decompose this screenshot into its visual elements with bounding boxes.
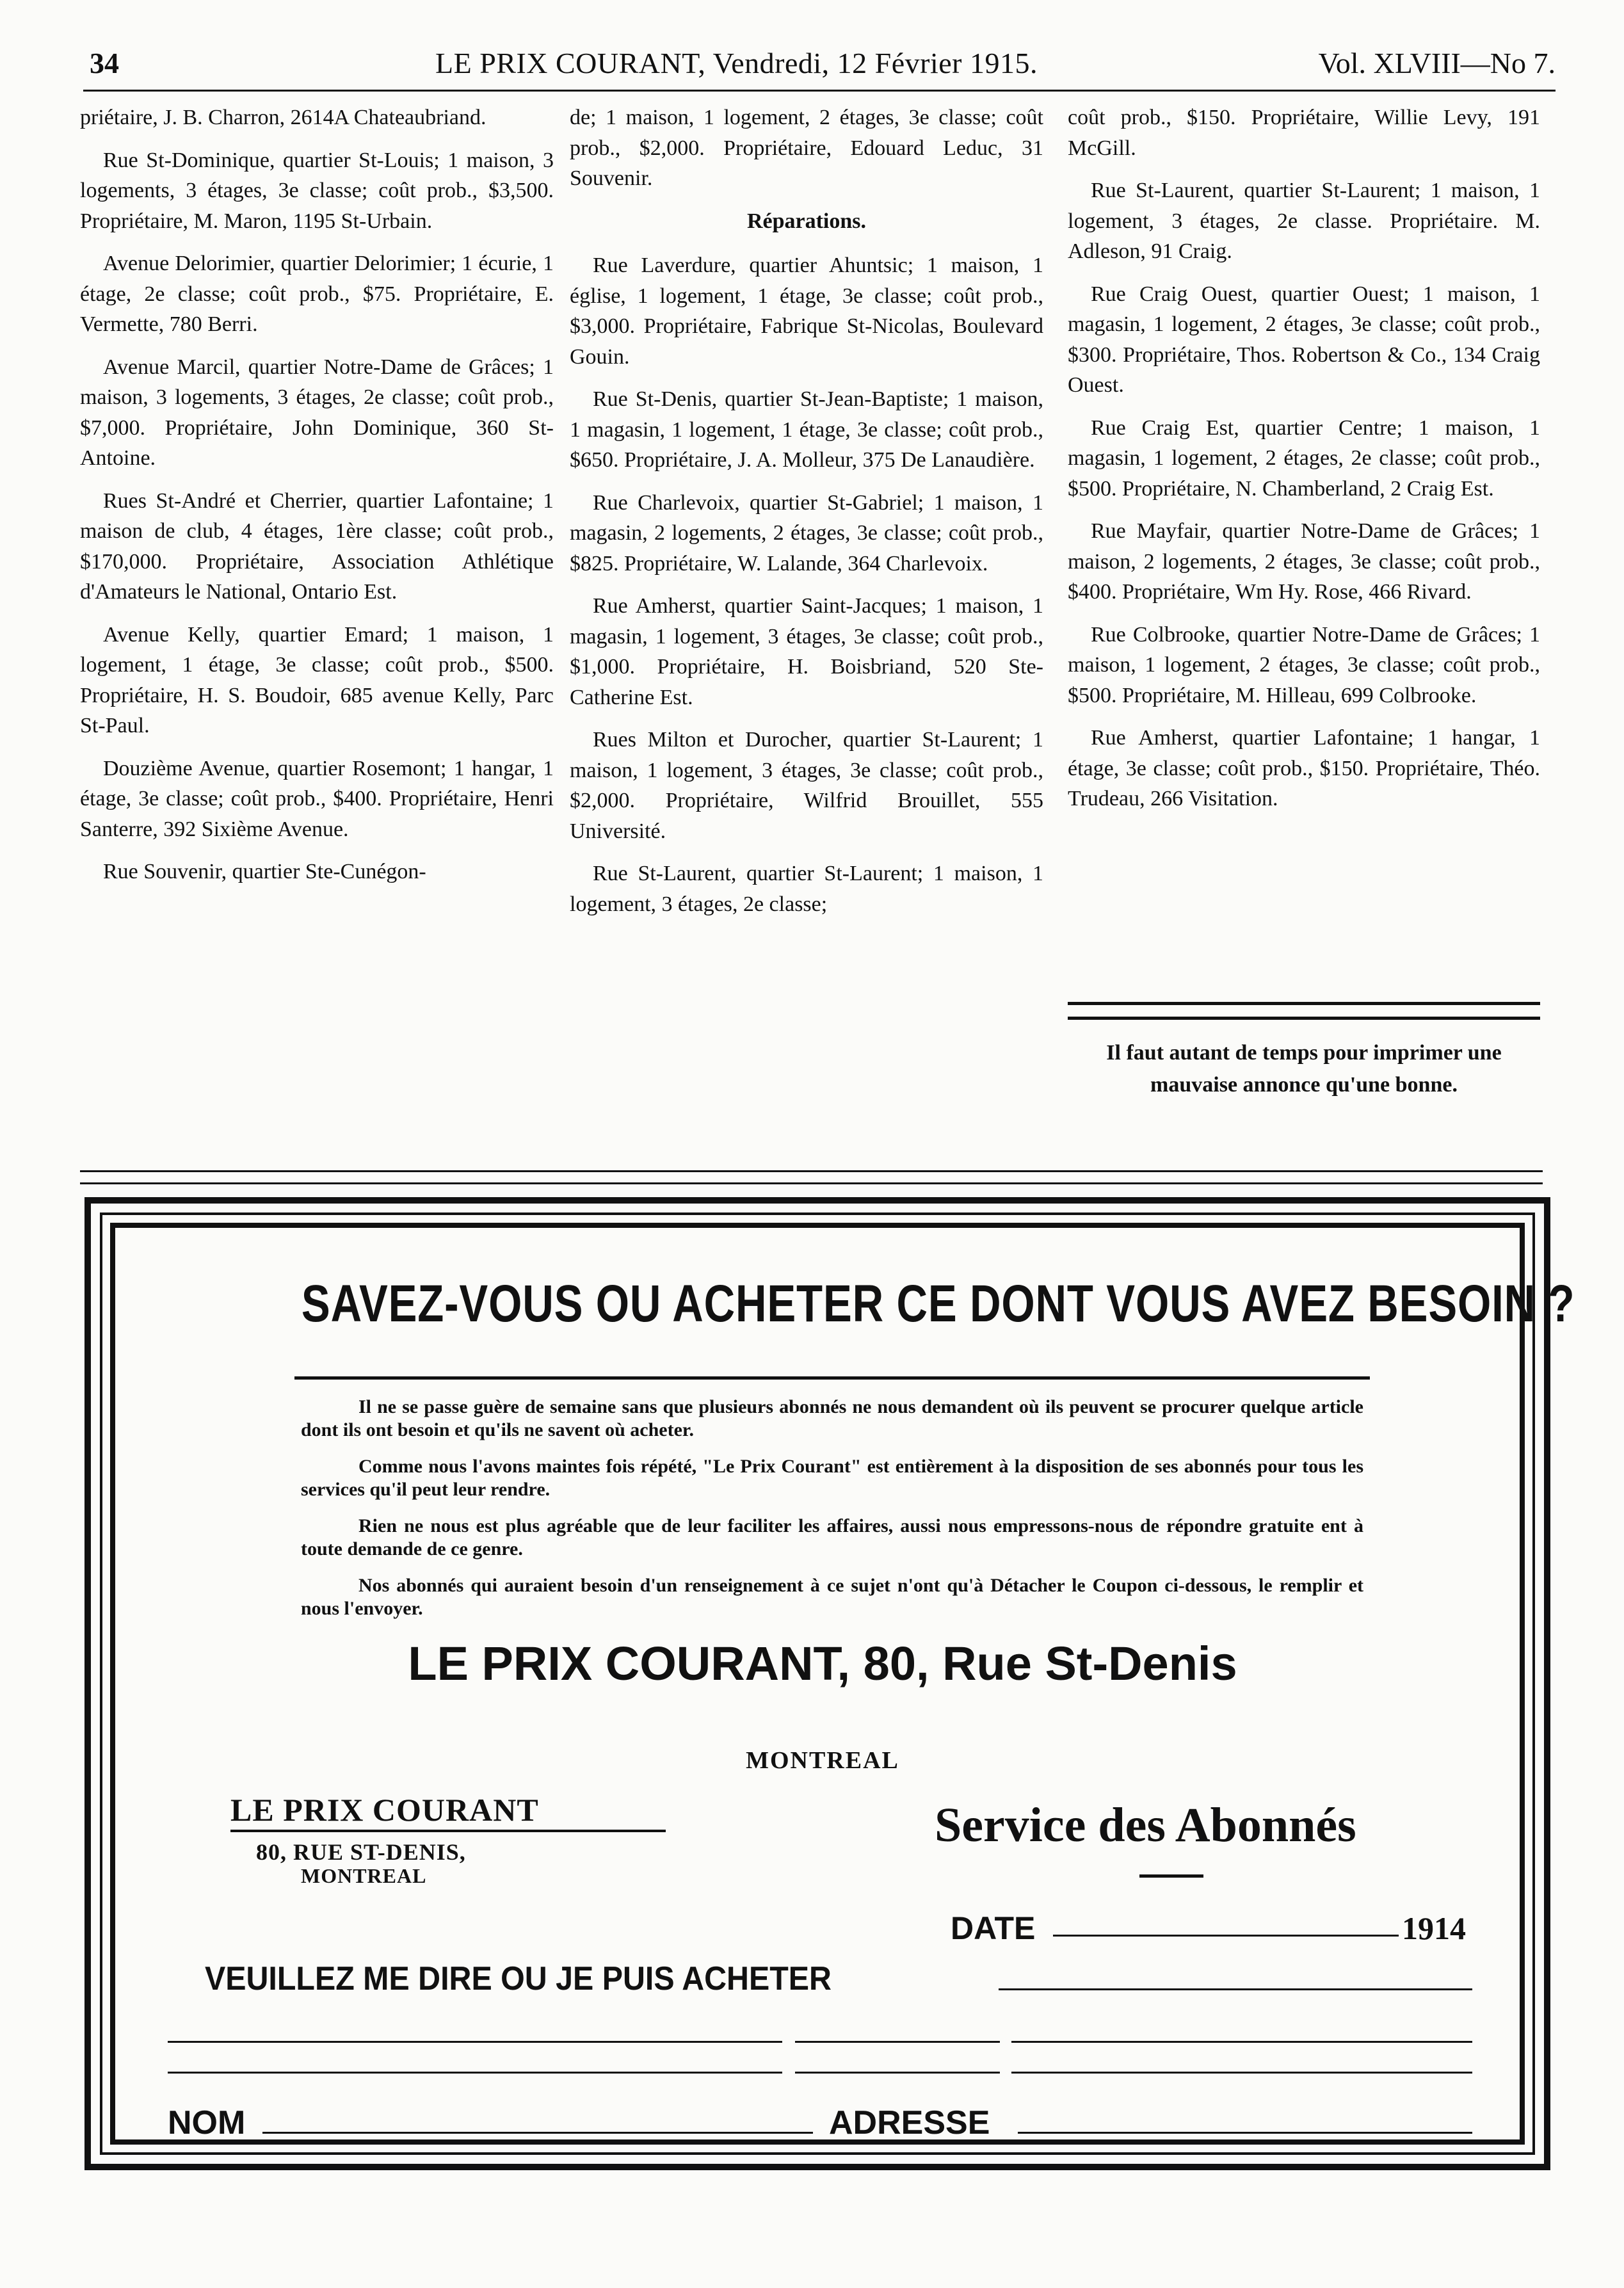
section-divider	[80, 1170, 1543, 1184]
repair-entry: Rue Colbrooke, quartier Notre-Dame de Grâces; 1 maison, 1 logement, 2 étages, 3e classe; coût prob., $500. Propriétaire, M. Hilleau, 699 Colbrooke.	[1068, 622, 1540, 707]
coupon-date-label: DATE	[951, 1910, 1036, 1946]
permit-entry: Rue St-Dominique, quartier St-Louis; 1 maison, 3 logements, 3 étages, 3e classe; coût prob., $3,500. Propriétaire, M. Maron, 1195 St-Urbain.	[80, 148, 554, 233]
coupon-date-field[interactable]	[1053, 1935, 1399, 1937]
coupon-service-title: Service des Abonnés	[935, 1798, 1356, 1852]
coupon-nom-field[interactable]	[262, 2132, 813, 2134]
section-heading-reparations: Réparations.	[746, 209, 867, 233]
page-number: 34	[90, 47, 119, 79]
repair-entry: Rue Laverdure, quartier Ahuntsic; 1 maison, 1 église, 1 logement, 1 étage, 3e classe; coût prob., $3,000. Propriétaire, Fabrique St-Nicolas, Boulevard Gouin.	[570, 254, 1043, 369]
coupon-nom-label: NOM	[168, 2104, 246, 2141]
repair-entry: Rue St-Denis, quartier St-Jean-Baptiste; 1 maison, 1 magasin, 1 logement, 1 étage, 3e classe; coût prob., $650. Propriétaire, J. A. Molleur, 375 De Lanaudière.	[570, 387, 1043, 472]
ad-paragraph: Rien ne nous est plus agréable que de leur faciliter les affaires, aussi nous empressons-nous de répondre gratuite ent à toute demande de ce genre.	[301, 1515, 1363, 1559]
repair-entry: Rue St-Laurent, quartier St-Laurent; 1 maison, 1 logement, 3 étages, 2e classe;	[570, 862, 1043, 916]
coupon-publisher-name: LE PRIX COURANT	[230, 1792, 539, 1828]
repair-entry: Rue Amherst, quartier Lafontaine; 1 hangar, 1 étage, 3e classe; coût prob., $150. Propriétaire, Théo. Trudeau, 266 Visitation.	[1068, 726, 1540, 810]
column-3-divider	[1068, 1002, 1540, 1020]
ad-paragraph: Comme nous l'avons maintes fois répété, "Le Prix Courant" est entièrement à la disposition de ses abonnés pour tous les services qu'il peut leur rendre.	[301, 1456, 1363, 1500]
coupon-ask-label: VEUILLEZ ME DIRE OU JE PUIS ACHETER	[205, 1960, 832, 1997]
coupon-name-underline	[230, 1830, 666, 1832]
permit-entry: Avenue Delorimier, quartier Delorimier; 1 écurie, 1 étage, 2e classe; coût prob., $75. Propriétaire, E. Vermette, 780 Berri.	[80, 252, 554, 336]
repair-entry: Rue St-Laurent, quartier St-Laurent; 1 maison, 1 logement, 3 étages, 2e classe. Propriétaire. M. Adleson, 91 Craig.	[1068, 179, 1540, 263]
coupon-adresse-label: ADRESSE	[829, 2104, 990, 2141]
ad-address: LE PRIX COURANT, 80, Rue St-Denis	[408, 1637, 1237, 1690]
ad-headline: SAVEZ-VOUS OU ACHETER CE DONT VOUS AVEZ BESOIN ?	[301, 1275, 1575, 1333]
permit-entry: Rues St-André et Cherrier, quartier Lafontaine; 1 maison de club, 4 étages, 1ère classe; coût prob., $170,000. Propriétaire, Association Athlétique d'Amateurs le National, Ontario Est.	[80, 488, 554, 604]
coupon-blank-line[interactable]	[795, 2072, 1000, 2074]
coupon-blank-line[interactable]	[168, 2041, 782, 2043]
publication-title: LE PRIX COURANT, Vendredi, 12 Février 1915.	[435, 47, 1038, 79]
coupon-publisher-address: 80, RUE ST-DENIS,	[256, 1839, 466, 1865]
advertisement-box	[84, 1197, 1575, 2170]
repair-entry: Rue Craig Est, quartier Centre; 1 maison, 1 magasin, 1 logement, 2 étages, 2e classe; coût prob., $500. Propriétaire, N. Chamberland, 2 Craig Est.	[1068, 415, 1540, 501]
ad-paragraph: Il ne se passe guère de semaine sans que plusieurs abonnés ne nous demandent où ils peuvent se procurer quelque article dont ils ont besoin et qu'ils ne savent où acheter.	[301, 1396, 1363, 1440]
permit-entry: Douzième Avenue, quartier Rosemont; 1 hangar, 1 étage, 3e classe; coût prob., $400. Propriétaire, Henri Santerre, 392 Sixième Avenue.	[80, 756, 554, 841]
permit-entry: Rue Souvenir, quartier Ste-Cunégon-	[103, 860, 426, 883]
advertisement-inner	[110, 1223, 1575, 2145]
header-rule	[83, 90, 1556, 92]
page-header	[90, 46, 1556, 91]
permit-entry: Avenue Kelly, quartier Emard; 1 maison, 1 logement, 1 étage, 3e classe; coût prob., $500. Propriétaire, H. S. Boudoir, 685 avenue Kelly, Parc St-Paul.	[80, 622, 554, 737]
ad-paragraph: Nos abonnés qui auraient besoin d'un renseignement à ce sujet n'ont qu'à Détacher le Coupon ci-dessous, le remplir et nous l'envoyer.	[301, 1575, 1363, 1619]
coupon-blank-line[interactable]	[795, 2041, 1000, 2043]
repair-entry: Rue Amherst, quartier Saint-Jacques; 1 maison, 1 magasin, 1 logement, 3 étages, 3e classe; coût prob., $1,000. Propriétaire, H. Boisbriand, 520 Ste-Catherine Est.	[570, 594, 1043, 709]
coupon-blank-line[interactable]	[1011, 2041, 1472, 2043]
repair-entry: Rue Craig Ouest, quartier Ouest; 1 maison, 1 magasin, 1 logement, 2 étages, 3e classe; coût prob., $300. Propriétaire, Thos. Robertson & Co., 134 Craig Ouest.	[1068, 282, 1540, 397]
volume-number: Vol. XLVIII—No 7.	[1318, 47, 1556, 79]
coupon-year: 1914	[1402, 1910, 1466, 1946]
coupon-adresse-field[interactable]	[1018, 2132, 1472, 2134]
filler-note: Il faut autant de temps pour imprimer une mauvaise annonce qu'une bonne.	[1106, 1041, 1502, 1097]
ad-city: MONTREAL	[746, 1747, 899, 1774]
repair-entry: coût prob., $150. Propriétaire, Willie Levy, 191 McGill.	[1068, 106, 1540, 160]
column-2	[570, 102, 1043, 931]
coupon-publisher-city: MONTREAL	[301, 1864, 427, 1887]
coupon-service-rule	[1139, 1874, 1203, 1878]
repair-entry: Rue Mayfair, quartier Notre-Dame de Grâces; 1 maison, 2 logements, 2 étages, 3e classe; coût prob., $400. Propriétaire, Wm Hy. Rose, 466 Rivard.	[1068, 519, 1540, 604]
column-3	[1068, 102, 1540, 826]
advertisement-border	[100, 1212, 1575, 2155]
coupon-ask-field[interactable]	[999, 1988, 1472, 1990]
repair-entry: Rues Milton et Durocher, quartier St-Laurent; 1 maison, 1 logement, 3 étages, 3e classe; coût prob., $2,000. Propriétaire, Wilfrid Brouillet, 555 Université.	[570, 728, 1043, 843]
permit-entry: Avenue Marcil, quartier Notre-Dame de Grâces; 1 maison, 3 logements, 3 étages, 2e classe; coût prob., $7,000. Propriétaire, John Dominique, 360 St-Antoine.	[80, 355, 554, 470]
permit-entry: priétaire, J. B. Charron, 2614A Chateaubriand.	[80, 106, 486, 129]
column-1	[80, 102, 554, 899]
ad-headline-rule	[294, 1376, 1370, 1380]
repair-entry: Rue Charlevoix, quartier St-Gabriel; 1 maison, 1 magasin, 2 logements, 2 étages, 3e classe; coût prob., $825. Propriétaire, W. Lalande, 364 Charlevoix.	[570, 490, 1043, 576]
coupon-blank-line[interactable]	[1011, 2072, 1472, 2074]
permit-entry: de; 1 maison, 1 logement, 2 étages, 3e classe; coût prob., $2,000. Propriétaire, Edouard Leduc, 31 Souvenir.	[570, 106, 1043, 190]
coupon-blank-line[interactable]	[168, 2072, 782, 2074]
